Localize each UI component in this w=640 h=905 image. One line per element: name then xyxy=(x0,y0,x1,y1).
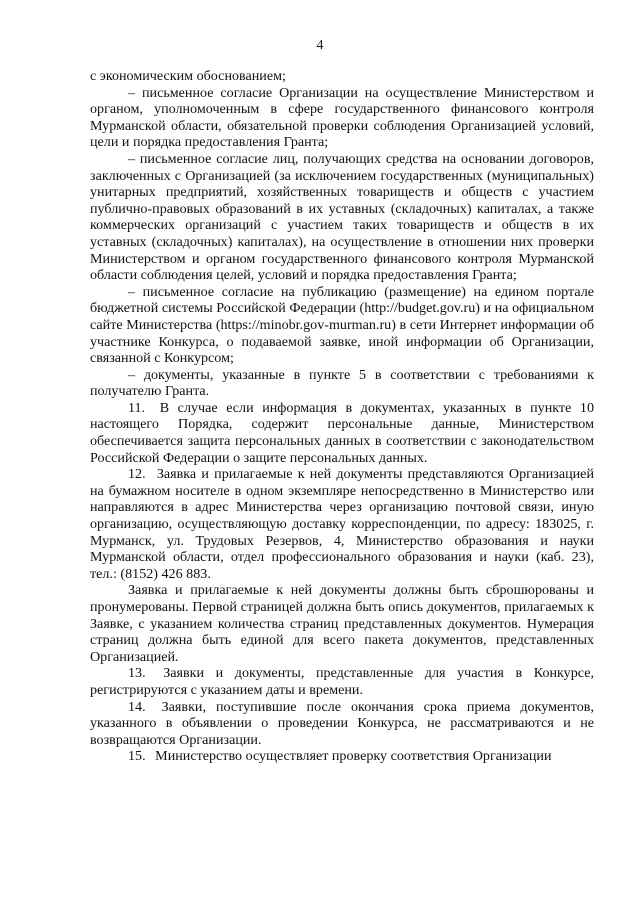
paragraph-p9 xyxy=(90,699,594,749)
paragraph-p3 xyxy=(90,284,594,367)
paragraph-p7 xyxy=(90,582,594,665)
paragraph-p8 xyxy=(90,665,594,698)
paragraph-text: Заявка и прилагаемые к ней документы должны быть сброшюрованы и пронумерованы. Первой страницей должна быть опись документов, прилагаемых к Заявке, с указанием количества страниц представленных документов. Нумерация страниц должна быть единой для всего пакета документов, представленных Организацией. xyxy=(90,582,594,665)
paragraph-text: Заявки, поступившие после окончания срока приема документов, указанного в объявлении о проведении Конкурса, не рассматриваются и не возвращаются Организации. xyxy=(90,698,594,748)
paragraph-p10 xyxy=(90,748,594,765)
paragraph-p6 xyxy=(90,466,594,582)
clause-number: 13. xyxy=(128,665,146,682)
paragraph-text: – письменное согласие на публикацию (размещение) на едином портале бюджетной системы Российской Федерации (http://budget.gov.ru) и на официальном сайте Министерства (https://minobr.gov-murman.ru) в сети Интернет информации об участнике Конкурса, о подаваемой заявке, иной информации об Организации, связанной с Конкурсом; xyxy=(90,283,594,367)
clause-number: 11. xyxy=(128,399,146,416)
paragraph-text: – письменное согласие Организации на осуществление Министерством и органом, уполномоченным в сфере государственного финансового контроля Мурманской области, обязательной проверки соблюдения Организацией условий, цели и порядка предоставления Гранта; xyxy=(90,84,594,151)
clause-number: 15. xyxy=(128,748,146,765)
clause-number: 14. xyxy=(128,698,146,715)
paragraph-text: – письменное согласие лиц, получающих средства на основании договоров, заключенных с Организацией (за исключением государственных (муниципальных) унитарных предприятий, хозяйственных товариществ и обществ с участием публично-правовых образований в их уставных (складочных) капиталах, а также коммерческих организаций с участием таких товариществ и обществ в их уставных (складочных) капиталах), на осуществление в отношении них проверки Министерством и органом государственного финансового контроля Мурманской области соблюдения целей, условий и порядка предоставления Гранта; xyxy=(90,150,594,284)
page-number: 4 xyxy=(316,38,324,53)
paragraph-p1 xyxy=(90,85,594,151)
paragraph-text: В случае если информация в документах, указанных в пункте 10 настоящего Порядка, содержит персональные данные, Министерством обеспечивается защита персональных данных в соответствии с законодательством Российской Федерации о защите персональных данных. xyxy=(90,399,595,466)
paragraph-text: – документы, указанные в пункте 5 в соответствии с требованиями к получателю Гранта. xyxy=(90,366,594,400)
document-body xyxy=(90,68,594,765)
paragraph-text: Министерство осуществляет проверку соответствия Организации xyxy=(155,748,552,765)
paragraph-p5 xyxy=(90,400,594,466)
paragraph-text: с экономическим обоснованием; xyxy=(90,68,286,84)
paragraph-text: Заявки и документы, представленные для участия в Конкурсе, регистрируются с указанием даты и времени. xyxy=(90,665,594,698)
paragraph-p4 xyxy=(90,367,594,400)
paragraph-text: Заявка и прилагаемые к ней документы представляются Организацией на бумажном носителе в одном экземпляре непосредственно в Министерство или направляются в адрес Министерства через организацию почтовой связи, иную организацию, осуществляющую доставку корреспонденции, по адресу: 183025, г. Мурманск, ул. Трудовых Резервов, 4, Министерство образования и науки Мурманской области, отдел профессионального образования и науки (каб. 23), тел.: (8152) 426 883. xyxy=(90,466,594,582)
clause-number: 12. xyxy=(128,466,146,483)
paragraph-p0 xyxy=(90,68,594,85)
paragraph-p2 xyxy=(90,151,594,284)
